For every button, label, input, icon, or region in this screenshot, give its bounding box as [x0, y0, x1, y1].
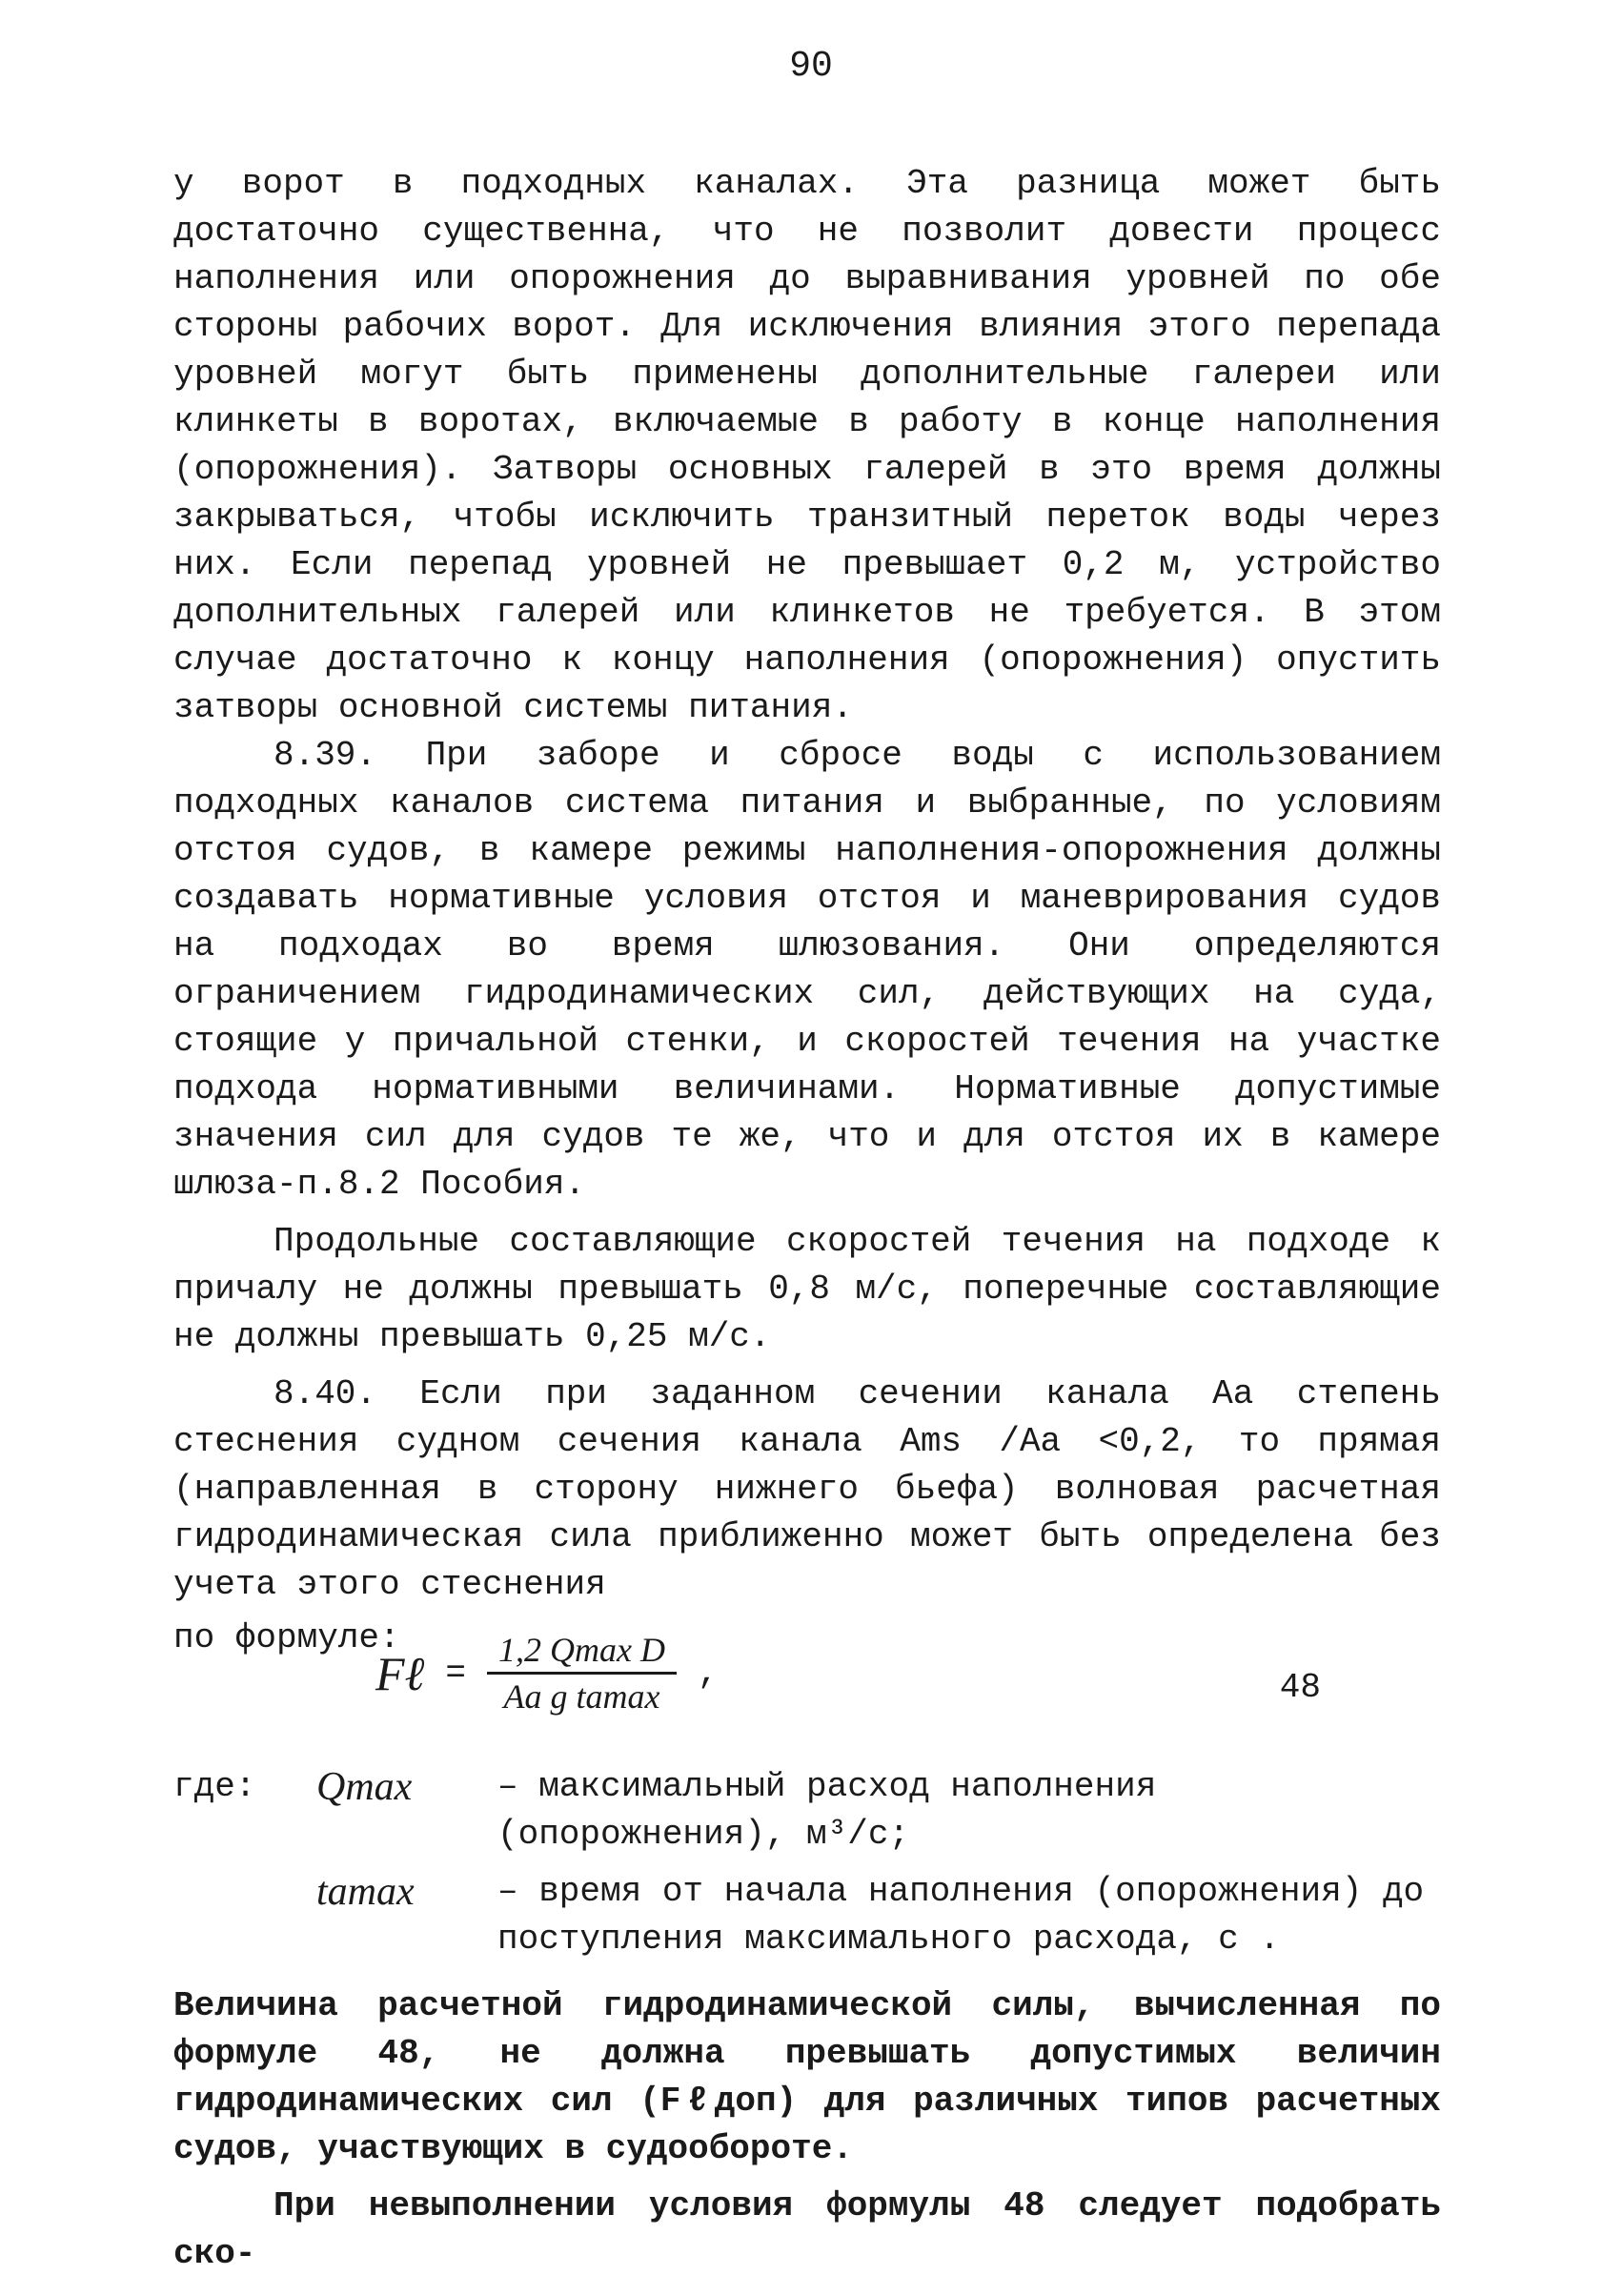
- paragraph-8-39: 8.39. При заборе и сбросе воды с использованием подходных каналов система питания и выбранные, по условиям отстоя судов, в камере режимы наполнения-опорожнения должны создавать нормативные условия отстоя и маневрирования судов на подходах во время шлюзования. Они определяются ограничением гидродинамических сил, действующих на суда, стоящие у причальной стенки, и скоростей течения на участке подхода нормативными величинами. Нормативные допустимые значения сил для судов те же, что и для отстоя их в камере шлюза-п.8.2 Пособия.: [173, 736, 1441, 1204]
- formula-denominator: Aа g tаmax: [503, 1677, 660, 1716]
- paragraph-8-40: 8.40. Если при заданном сечении канала Aа степень стеснения судном сечения канала Ams /Aа <0,2, то прямая (направленная в сторону нижнего бьефа) волновая расчетная гидродинамическая сила приближенно может быть определена без учета этого стеснения: [173, 1374, 1441, 1604]
- where-description-tmax: – время от начала наполнения (опорожнения) до поступления максимального расхода, с .: [497, 1872, 1425, 1959]
- paragraph-velocity-limits: Продольные составляющие скоростей течения на подходе к причалу не должны превышать 0,8 м/с, поперечные составляющие не должны превышать 0,25 м/с.: [173, 1222, 1441, 1356]
- page-number: 90: [789, 46, 833, 87]
- formula-numerator: 1,2 Qmax D: [487, 1628, 677, 1675]
- where-description-qmax: – максимальный расход наполнения (опорожнения), м³/с;: [497, 1767, 1157, 1854]
- formula-intro: по формуле:: [173, 1618, 400, 1657]
- formula-comma: ,: [697, 1653, 719, 1693]
- formula-expression: [375, 1628, 719, 1718]
- formula-fraction: [487, 1628, 677, 1718]
- where-symbol-tmax: tаmax: [316, 1870, 415, 1914]
- body-text: [173, 160, 1441, 2278]
- paragraph-condition: При невыполнении условия формулы 48 следует подобрать ско-: [173, 2186, 1441, 2273]
- formula-number: 48: [1279, 1668, 1321, 1707]
- formula-lhs: Fℓ: [375, 1646, 425, 1700]
- where-symbol-qmax: Qmax: [316, 1765, 413, 1809]
- formula-equals: =: [445, 1653, 466, 1693]
- formula-48: [173, 1615, 1441, 1758]
- paragraph-continuation: у ворот в подходных каналах. Эта разница может быть достаточно существенна, что не позволит довести процесс наполнения или опорожнения до выравнивания уровней по обе стороны рабочих ворот. Для исключения влияния этого перепада уровней могут быть применены дополнительные галереи или клинкеты в воротах, включаемые в работу в конце наполнения (опорожнения). Затворы основных галерей в это время должны закрываться, чтобы исключить транзитный переток воды через них. Если перепад уровней не превышает 0,2 м, устройство дополнительных галерей или клинкетов не требуется. В этом случае достаточно к концу наполнения (опорожнения) опустить затворы основной системы питания.: [173, 164, 1441, 727]
- paragraph-force-limit: Величина расчетной гидродинамической силы, вычисленная по формуле 48, не должна превышать допустимых величин гидродинамических сил (Fℓдоп) для различных типов расчетных судов, участвующих в судообороте.: [173, 1986, 1441, 2168]
- where-definitions: [173, 1763, 1441, 1973]
- where-label: где:: [173, 1767, 256, 1806]
